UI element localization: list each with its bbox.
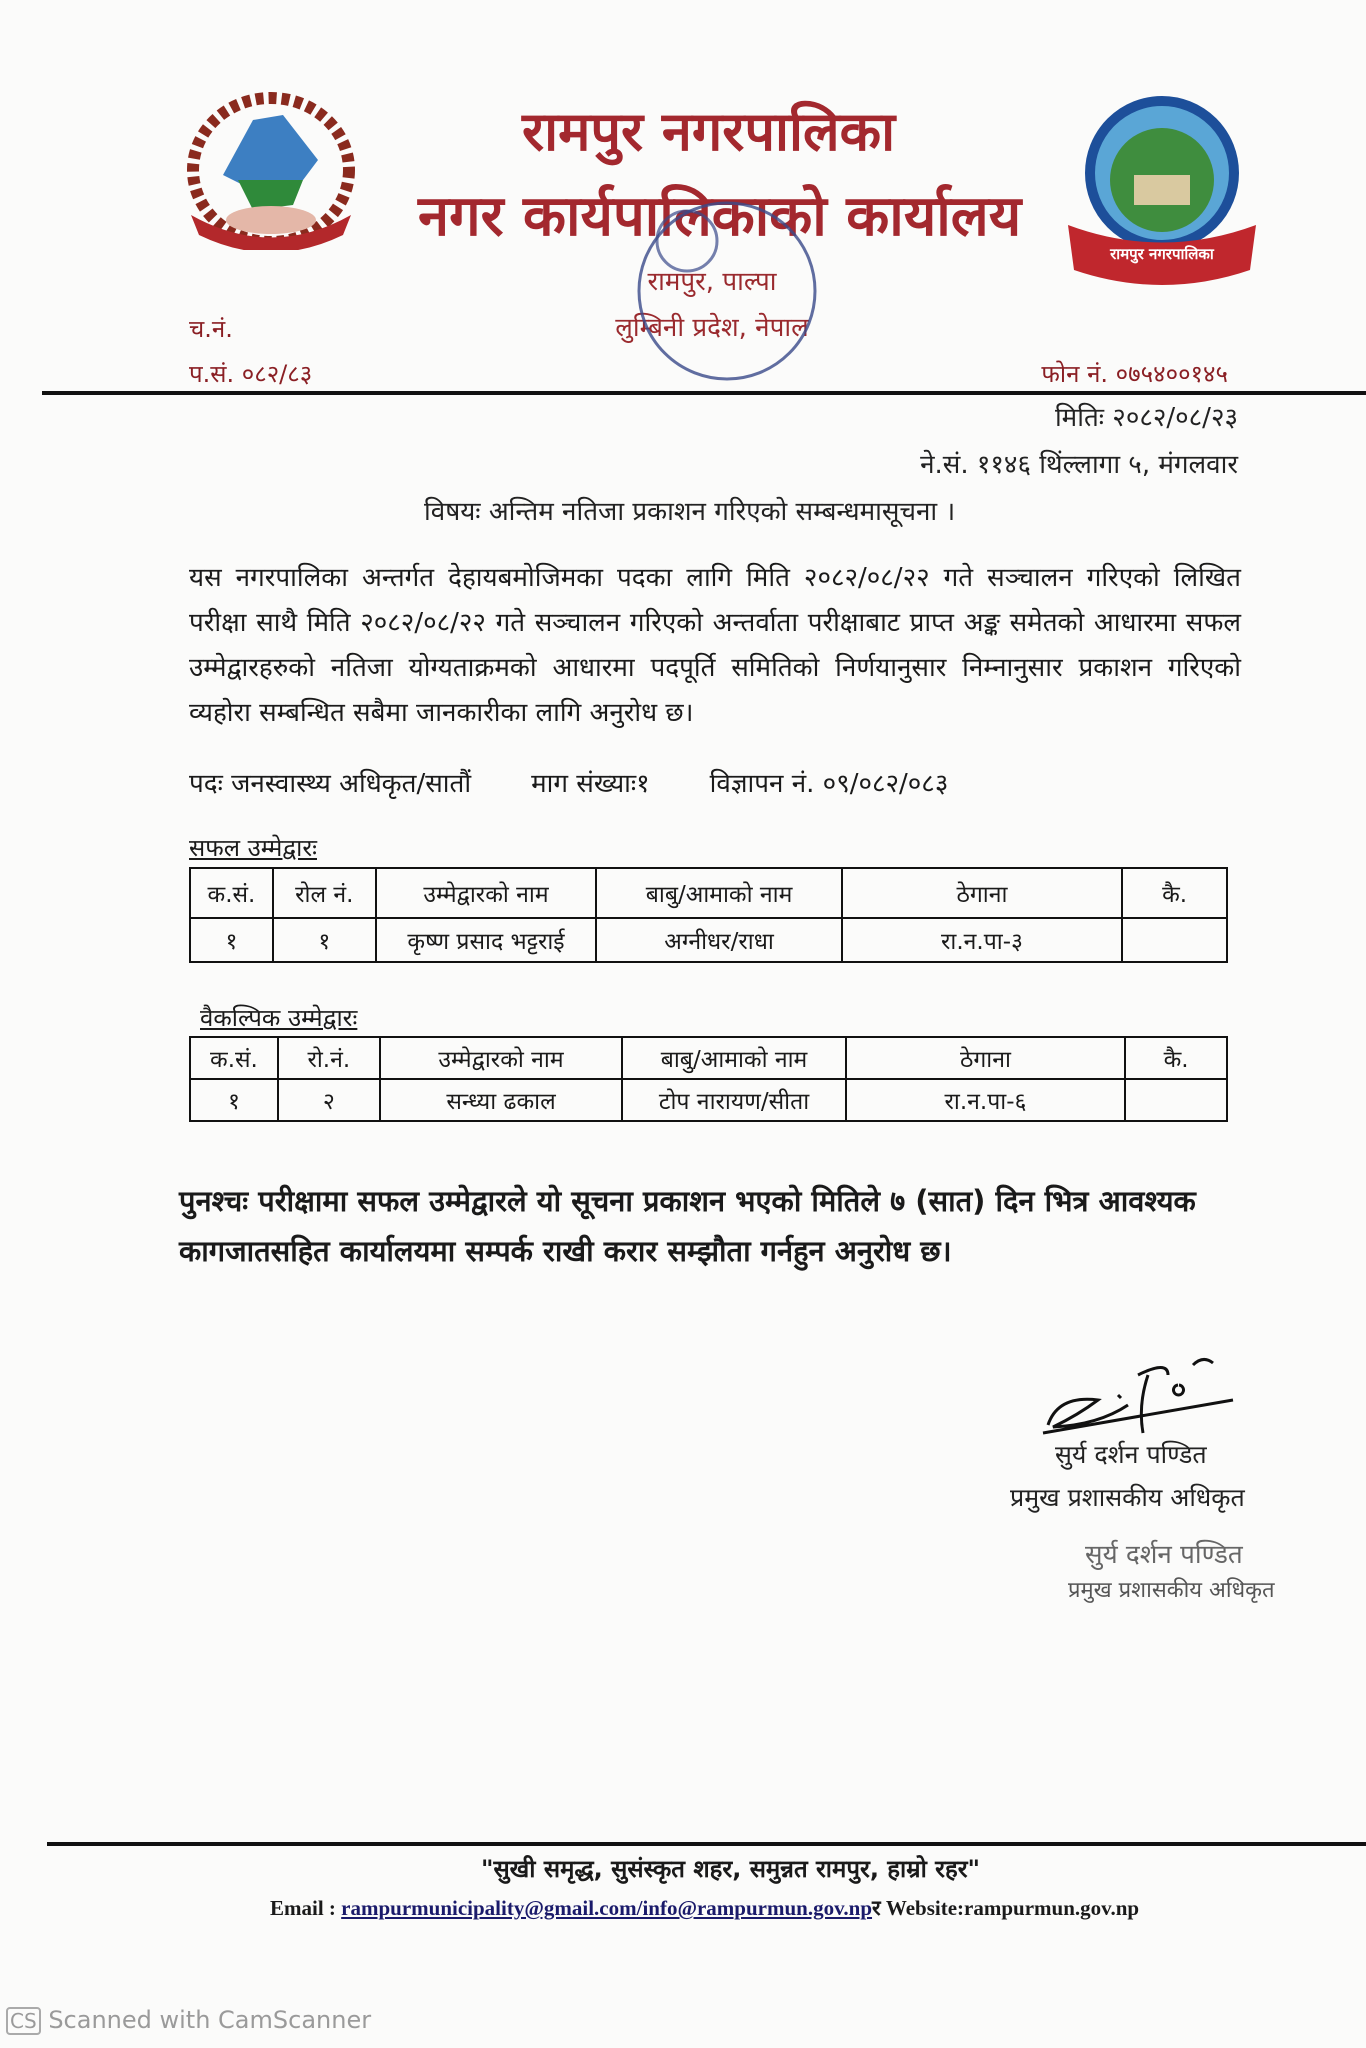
body-paragraph: यस नगरपालिका अन्तर्गत देहायबमोजिमका पदका लागि मिति २०८२/०८/२२ गते सञ्चालन गरिएको लिखित परीक्षा साथै मिति २०८२/०८/२२ गते सञ्चालन गरिएको अन्तर्वाता परीक्षाबाट प्राप्त अङ्क समेतको आधारमा सफल उम्मेद्वारहरुको नतिजा योग्यताक्रमको आधारमा पदपूर्ति समितिको निर्णयानुसार निम्नानुसार प्रकाशन गरिएको व्यहोरा सम्बन्धित सबैमा जानकारीका लागि अनुरोध छ। bbox=[189, 563, 1241, 728]
cell: सन्ध्या ढकाल bbox=[380, 1079, 623, 1121]
phone-number: फोन नं. ०७५४००१४५ bbox=[1041, 360, 1228, 388]
camscanner-watermark bbox=[6, 2006, 371, 2035]
signatory-designation: प्रमुख प्रशासकीय अधिकृत bbox=[1010, 1483, 1245, 1512]
date-bs: मितिः २०८२/०८/२३ bbox=[1054, 403, 1238, 433]
motto: "सुखी समृद्ध, सुसंस्कृत शहर, समुन्नत रामपुर, हाम्रो रहर" bbox=[480, 1855, 981, 1883]
watermark-text: Scanned with CamScanner bbox=[48, 2006, 372, 2034]
demand-count: माग संख्याः१ bbox=[531, 769, 650, 799]
chalani-number: च.नं. bbox=[189, 315, 233, 343]
postscript: पुनश्चः परीक्षामा सफल उम्मेद्वारले यो सूचना प्रकाशन भएको मितिले ७ (सात) दिन भित्र आवश्यक कागजातसहित कार्यालयमा सम्पर्क राखी करार सम्झौता गर्नहुन अनुरोध छ। bbox=[179, 1184, 1196, 1268]
cell: टोप नारायण/सीता bbox=[622, 1079, 846, 1121]
column-header: क.सं. bbox=[190, 1037, 278, 1079]
table-header-row bbox=[190, 868, 1227, 918]
column-header: रो.नं. bbox=[278, 1037, 380, 1079]
logo-text: रामपुर नगरपालिका bbox=[1110, 245, 1214, 263]
table-header-row bbox=[190, 1037, 1227, 1079]
website: र Website:rampurmun.gov.np bbox=[872, 1896, 1140, 1920]
cell: १ bbox=[273, 918, 376, 962]
signature bbox=[1038, 1355, 1238, 1435]
camscanner-icon: CS bbox=[6, 2007, 41, 2035]
column-header: ठेगाना bbox=[842, 868, 1122, 918]
designation-stamp: प्रमुख प्रशासकीय अधिकृत bbox=[1068, 1578, 1275, 1603]
header-divider bbox=[42, 391, 1366, 395]
address-line2: लुम्बिनी प्रदेश, नेपाल bbox=[615, 313, 809, 343]
nepal-government-emblem bbox=[183, 85, 359, 250]
column-header: कै. bbox=[1125, 1037, 1227, 1079]
address-line1: रामपुर, पाल्पा bbox=[647, 267, 777, 297]
alternate-table bbox=[189, 1036, 1228, 1122]
successful-table bbox=[189, 867, 1228, 963]
name-stamp: सुर्य दर्शन पण्डित bbox=[1085, 1540, 1243, 1570]
office-stamp bbox=[627, 196, 827, 386]
cell: कृष्ण प्रसाद भट्टराई bbox=[376, 918, 597, 962]
cell bbox=[1125, 1079, 1227, 1121]
office-name: नगर कार्यपालिकाको कार्यालय bbox=[418, 184, 1022, 249]
column-header: ठेगाना bbox=[846, 1037, 1125, 1079]
contact-line bbox=[270, 1894, 1139, 1922]
patra-sankhya: प.सं. ०८२/८३ bbox=[189, 360, 313, 388]
successful-heading: सफल उम्मेद्वारः bbox=[189, 834, 317, 862]
municipality-name: रामपुर नगरपालिका bbox=[522, 100, 896, 163]
table-row bbox=[190, 918, 1227, 962]
subject: विषयः अन्तिम नतिजा प्रकाशन गरिएको सम्बन्धमासूचना । bbox=[424, 497, 956, 527]
post-name: पदः जनस्वास्थ्य अधिकृत/सातौं bbox=[189, 769, 472, 799]
column-header: उम्मेद्वारको नाम bbox=[376, 868, 597, 918]
alternate-heading: वैकल्पिक उम्मेद्वारः bbox=[200, 1004, 358, 1032]
cell: रा.न.पा-६ bbox=[846, 1079, 1125, 1121]
signatory-name: सुर्य दर्शन पण्डित bbox=[1055, 1440, 1207, 1469]
cell: १ bbox=[190, 1079, 278, 1121]
column-header: बाबु/आमाको नाम bbox=[622, 1037, 846, 1079]
email-label: Email : bbox=[270, 1896, 342, 1920]
email-link[interactable]: rampurmunicipality@gmail.com/info@rampurmun.gov.np bbox=[341, 1896, 873, 1920]
column-header: रोल नं. bbox=[273, 868, 376, 918]
cell: अग्नीधर/राधा bbox=[596, 918, 841, 962]
cell: रा.न.पा-३ bbox=[842, 918, 1122, 962]
column-header: उम्मेद्वारको नाम bbox=[380, 1037, 623, 1079]
column-header: बाबु/आमाको नाम bbox=[596, 868, 841, 918]
column-header: क.सं. bbox=[190, 868, 273, 918]
footer-divider bbox=[47, 1842, 1366, 1846]
column-header: कै. bbox=[1122, 868, 1227, 918]
cell bbox=[1122, 918, 1227, 962]
cell: १ bbox=[190, 918, 273, 962]
advertisement-number: विज्ञापन नं. ०९/०८२/०८३ bbox=[709, 769, 949, 799]
table-row bbox=[190, 1079, 1227, 1121]
post-details bbox=[189, 764, 948, 800]
cell: २ bbox=[278, 1079, 380, 1121]
date-nepal-sambat: ने.सं. ११४६ थिंल्लागा ५, मंगलवार bbox=[920, 450, 1238, 480]
